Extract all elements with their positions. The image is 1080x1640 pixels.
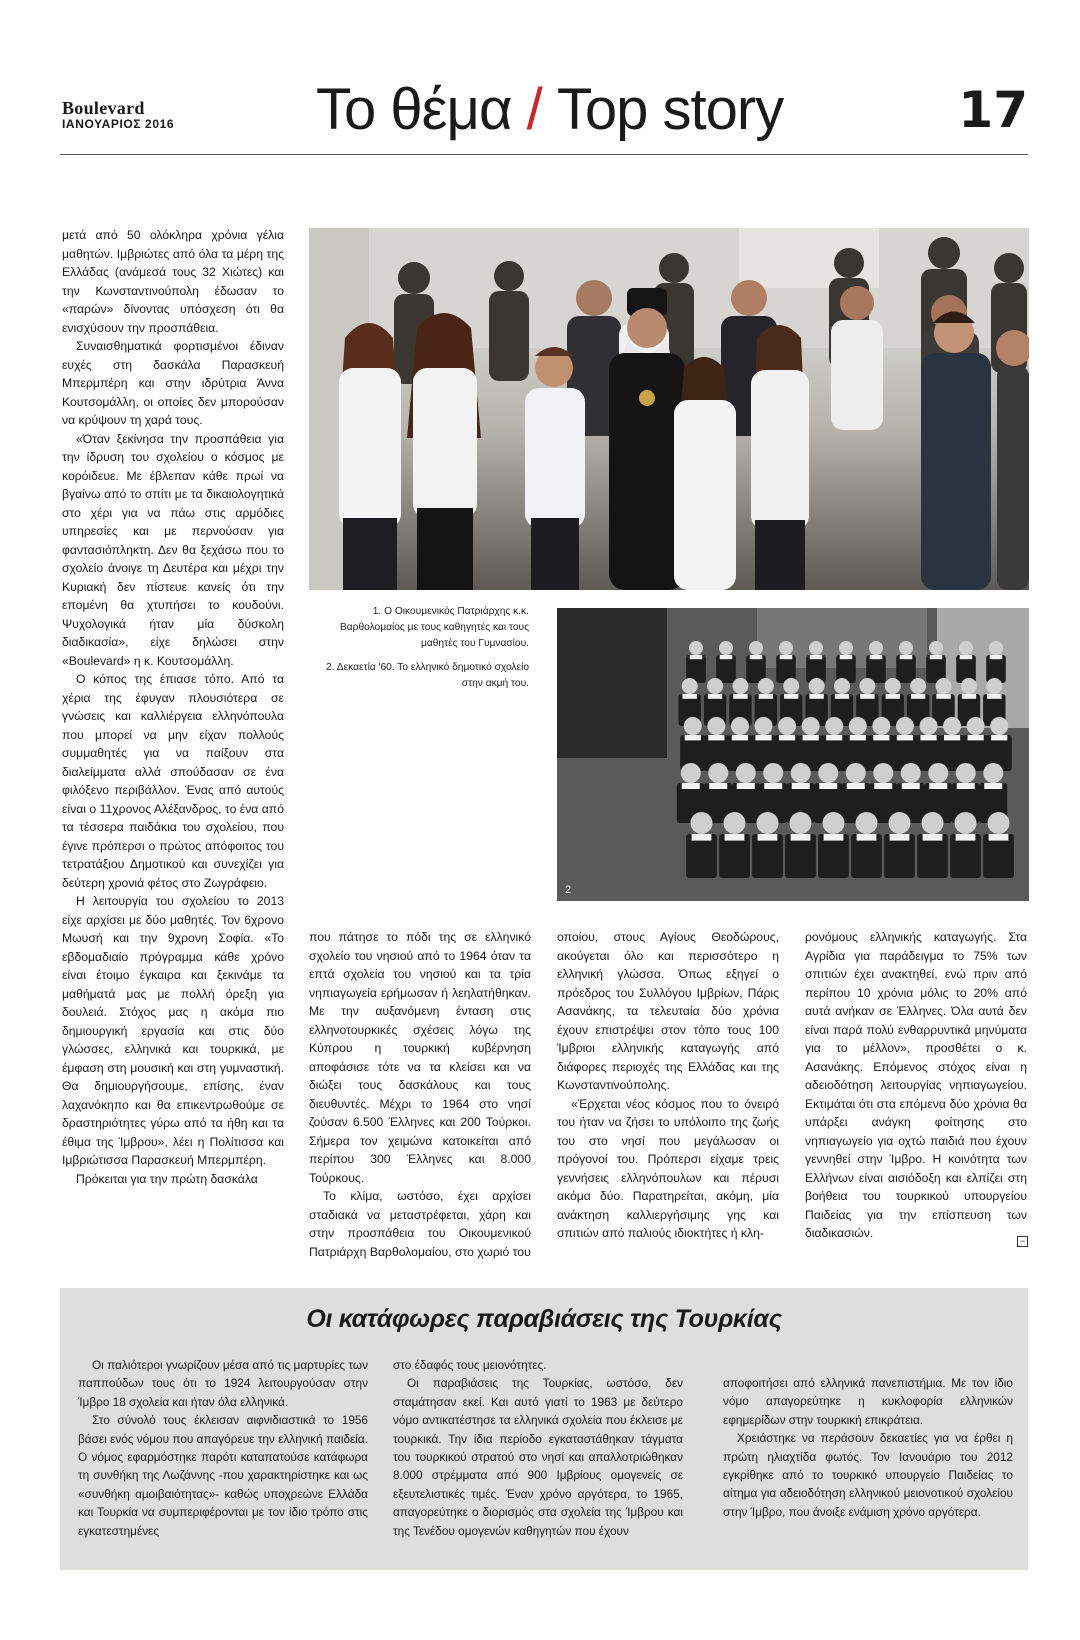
article-paragraph: Το κλίμα, ωστόσο, έχει αρχίσει σταδιακά να μεταστρέφεται, χάρη και στην προσπάθεια του Οικουμενικού Πατριάρχη Βαρθολομαίου, στο χωριό του [309,1189,531,1259]
photo-captions [309,604,529,700]
article-paragraph: «Όταν ξεκίνησα την προσπάθεια για την ίδρυση του σχολείου ο κόσμος με κορόιδευε. Με έβλεπαν κάθε πρωί να βγαίνω από το σπίτι με τα δικαιολογητικά στο χέρι για να πάω στις αρμόδιες υπηρεσίες και με περνούσαν για φαντασιόπληκτη. Δεν θα ξεχάσω που το σχολείο άνοιγε τη Δευτέρα και μέχρι την Κυριακή δεν πίστευε κανείς ότι την επομένη θα χτυπήσει το κουδούνι. Ψυχολογικά ήταν μία δύσκολη διαδικασία», είχε δηλώσει στην «Boulevard» η κ. Κουτσομάλλη. [62,431,284,668]
article-paragraph: «Έρχεται νέος κόσμος που το όνειρό του ήταν να ζήσει το υπόλοιπο της ζωής του στο νησί που μεγάλωσαν οι πρόγονοί του. Πρόπερσι είχαμε τρεις γεννήσεις ελληνόπουλων και πέρυσι ακόμα δύο. Παρατηρείται, ακόμη, μία ανάκτηση καλλιεργήσιμης γης και σπιτιών από παλιούς ιδιοκτήτες ή κλη- [557,1096,779,1240]
sidebar-title: Οι κατάφωρες παραβιάσεις της Τουρκίας [306,1305,782,1333]
brand-name: Boulevard [62,98,145,118]
sidebar-paragraph: Οι παλιότεροι γνωρίζουν μέσα από τις μαρτυρίες των παππούδων τους ότι το 1924 λειτουργούσαν στην Ίμβρο 18 σχολεία και ήταν όλα ελληνικά. [78,1358,368,1409]
sidebar-paragraph: Χρειάστηκε να περάσουν δεκαετίες για να έρθει η πρώτη ηλιαχτίδα φωτός. Τον Ιανουάριο του 2012 εγκρίθηκε από το τουρκικό υπουργείο Παιδείας το αίτημα για αδειοδότηση ελληνικού μειονοτικού σχολείου στην Ίμβρο, που άνοιξε ενάμιση χρόνο αργότερα. [723,1431,1013,1519]
article-paragraph: που πάτησε το πόδι της σε ελληνικό σχολείο του νησιού από το 1964 όταν τα επτά σχολεία του νησιού και τα τρία νηπιαγωγεία ερήμωσαν ή λεηλατήθηκαν. Με την αυξανόμενη ένταση στις ελληνοτουρκικές σχέσεις λόγω της Κύπρου η τουρκική κυβέρνηση αποφάσισε τότε να τα κλείσει και να διώξει τους δασκάλους και τους διευθυντές. Μέχρι το 1964 στο νησί ζούσαν 6.500 Έλληνες και 200 Τούρκοι. Σήμερα τον χειμώνα κατοικείται από περίπου 300 Έλληνες και 8.000 Τούρκους. [309,930,531,1185]
sidebar-column-2 [393,1356,683,1540]
article-paragraph: ρονόμους ελληνικής καταγωγής. Στα Αγρίδια για παράδειγμα το 75% των σπιτιών έχει ανακτηθεί, ενώ πριν από περίπου 10 χρόνια μόλις το 20% από αυτά ανήκαν σε Έλληνες. Όλα αυτά δεν είναι παρά πολύ ενθαρρυντικά μηνύματα για το μέλλον», προσθέτει ο κ. Ασανάκης. Επόμενος στόχος είναι η αδειοδότηση λειτουργίας νηπιαγωγείου. Εκτιμάται ότι στα επόμενα δύο χρόνια θα υπάρξει ανάγκη φοίτησης στο νηπιαγωγείο για οχτώ παιδιά που έχουν γεννηθεί στην Ίμβρο. Η κοινότητα των Ελλήνων είναι αισιόδοξη και ελπίζει στη βοήθεια του τουρκικού υπουργείου Παιδείας για την επίσπευση των διαδικασιών. [805,930,1027,1240]
article-paragraph: Πρόκειται για την πρώτη δασκάλα [76,1171,258,1186]
section-title-greek: Το θέμα [316,77,512,142]
sidebar-paragraph: Στο σύνολό τους έκλεισαν αιφνιδιαστικά το 1956 βάσει ενός νόμου που απαγόρευε την ελληνική παιδεία. Ο νόμος εφαρμόστηκε παρότι καταπατούσε κατάφωρα τη συνθήκη της Λωζάννης -που χαρακτηρίστηκε και ως «συνθήκη αμοιβαιότητας»- καθώς υποχρεώνε Ελλάδα και Τουρκία να συμπεριφέρονται με τον ίδιο τρόπο στις εγκατεστημένες [78,1413,368,1538]
photo-patriarch-with-students [309,228,1029,590]
page-number: 17 [958,81,1028,139]
end-of-article-icon: − [1017,1236,1028,1247]
sidebar-paragraph: αποφοιτήσει από ελληνικά πανεπιστήμια. Με τον ίδιο νόμο απαγορεύτηκε η κυκλοφορία ελληνικών εφημερίδων στην τουρκική επικράτεια. [723,1376,1013,1427]
sidebar-column-3 [723,1374,1013,1521]
article-column-1 [62,226,284,1188]
section-title-english: Top story [556,77,784,142]
article-paragraph: οποίου, στους Αγίους Θεοδώρους, ακούγεται όλο και περισσότερο η ελληνική γλώσσα. Όπως εξηγεί ο πρόεδρος του Συλλόγου Ιμβρίων, Πάρις Ασανάκης, τα τελευταία δύο χρόνια έχουν επιστρέψει στον τόπο τους 100 Ίμβριοι ελληνικής καταγωγής από διάφορες περιοχές της Ελλάδας και της Κωνσταντινούπολης. [557,930,779,1092]
sidebar-column-1 [78,1356,368,1540]
article-column-4 [805,928,1027,1243]
sidebar-paragraph: Οι παραβιάσεις της Τουρκίας, ωστόσο, δεν σταμάτησαν εκεί. Και αυτό γιατί το 1963 με δεύτερο νόμο αντικατέστησε τα ελληνικά σχολεία που έκλεισε με τουρκικά. Την ίδια περίοδο εγκαταστάθηκαν τάγματα του τουρκικού στρατού στο νησί και απαλλοτριώθηκαν 8.000 στρέμματα από 900 Ιμβρίους ομογενείς σε εξευτελιστικές τιμές. Έναν χρόνο αργότερα, το 1965, απαγορεύτηκε ο διορισμός στα σχολεία της Ίμβρου και της Τενέδου ομογενών καθηγητών που έχουν [393,1376,683,1538]
article-paragraph: μετά από 50 ολόκληρα χρόνια γέλια μαθητών. Ιμβριώτες από όλα τα μέρη της Ελλάδας (ανάμεσά τους 32 Χιώτες) και την Κωνσταντινούπολη έδωσαν το «παρών» δίνοντας υπόσχεση ότι θα ενισχύσουν την προσπάθεια. [62,228,284,335]
article-column-3 [557,928,779,1243]
article-paragraph: Η λειτουργία του σχολείου το 2013 είχε αρχίσει με δύο μαθητές. Τον 6χρονο Μωυσή και την 9χρονη Σοφία. «Το εβδομαδιαίο πρόγραμμα κάθε χρόνο είναι έτοιμο έγκαιρα και ξεκινάμε τα μαθήματά μας με πολλή όρεξη για δουλειά. Στόχος μας η ακόμα πιο δημιουργική εργασία και στις δύο γλώσσες, ελληνικά και τουρκικά, με έμφαση στη μουσική και στη γυμναστική. Θα δημιουργήσουμε, επίσης, έναν λαχανόκηπο και θα επικεντρωθούμε σε δραστηριότητες γύρω από τα ήθη και τα έθιμα της Ίμβρου», λέει η Πολίτισσα και Ιμβριώτισσα Παρασκευή Μπερμπέρη. [62,894,284,1167]
photo-1960s-school [557,608,1029,901]
issue-date: ΙΑΝΟΥΑΡΙΟΣ 2016 [62,117,175,131]
photo-1960s-illustration [557,608,1029,901]
header-rule [60,154,1028,155]
caption-photo-1: 1. Ο Οικουμενικός Πατριάρχης κ.κ. Βαρθολομαίος με τους καθηγητές και τους μαθητές του Γυμνασίου. [340,606,529,649]
sidebar-paragraph: στο έδαφός τους μειονότητες. [393,1358,547,1372]
caption-photo-2: 2. Δεκαετία '60. Το ελληνικό δημοτικό σχολείο στην ακμή του. [326,662,529,689]
photo-patriarch-illustration [309,228,1029,590]
article-column-2 [309,928,531,1261]
section-slash: / [526,77,542,142]
article-paragraph: Συναισθηματικά φορτισμένοι έδιναν ευχές στη δασκάλα Παρασκευή Μπερμπέρη και στην ιδρύτρια Άννα Κουτσομάλλη, οι οποίες δεν μπορούσαν να κρύψουν τη χαρά τους. [62,339,284,427]
article-paragraph: Ο κόπος της έπιασε τόπο. Από τα χέρια της έφυγαν πλουσιότερα σε γνώσεις και καλλιέργεια ελληνόπουλα που μπορεί να μην είχαν πολλούς συμμαθητές για να παίξουν στα διαλείμματα αλλά σπούδασαν σε ένα φιλόξενο περιβάλλον. Ένας από αυτούς είναι ο 11χρονος Αλέξανδρος, το ένα από τα τέσσερα παιδάκια του σχολείου, που έγινε πρόπερσι ο πρώτος απόφοιτος του τετρατάξιου Δημοτικού και συνεχίζει για δεύτερη χρονιά φέτος στο Ζωγράφειο. [62,672,284,890]
section-title [316,78,783,142]
photo-2-number: 2 [565,884,572,896]
